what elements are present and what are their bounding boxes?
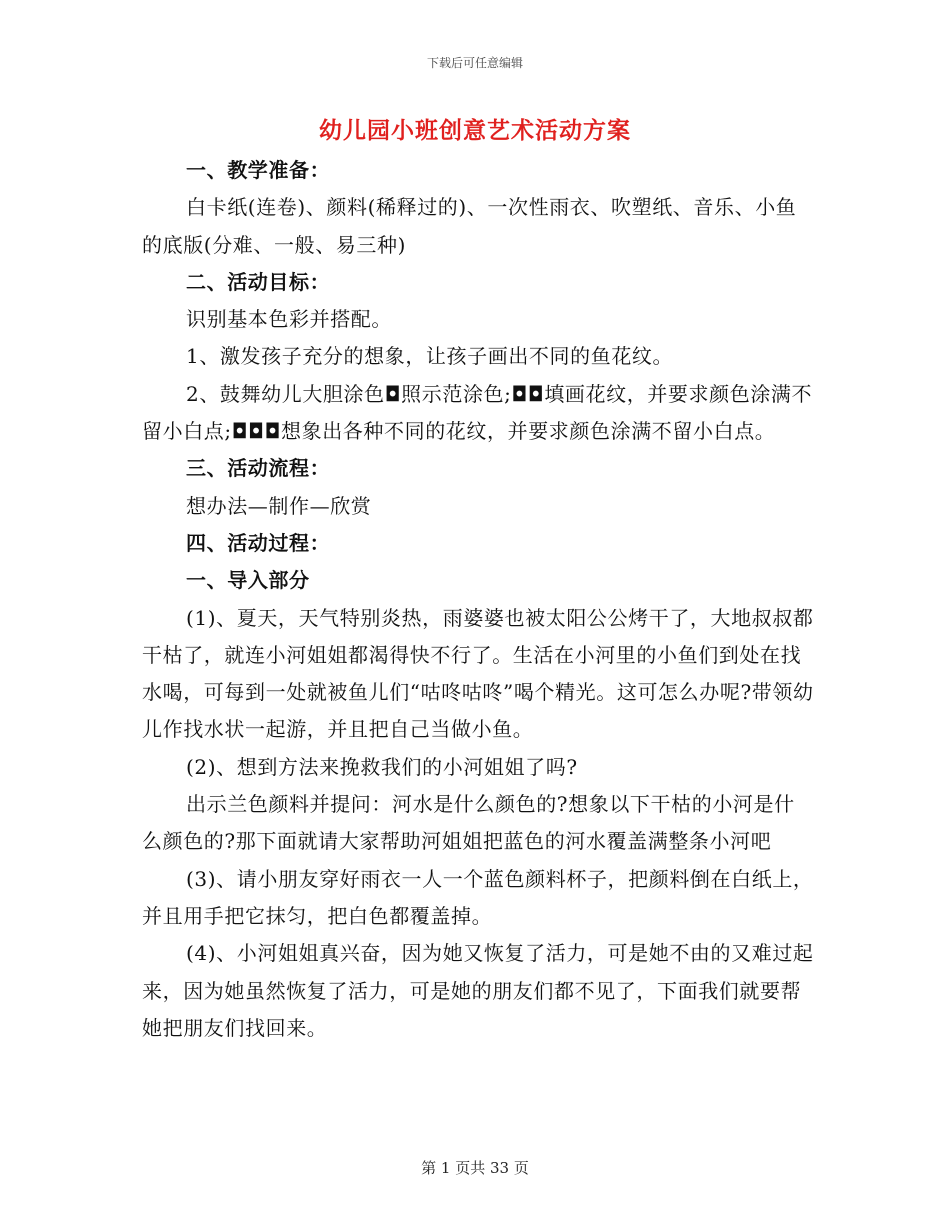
paragraph-flow: 想办法—制作—欣赏 [186,493,372,518]
paragraph-goal-colors: 识别基本色彩并搭配。 [186,307,392,332]
paragraph-step-2: (2)、想到方法来挽救我们的小河姐姐了吗? [186,754,578,779]
document-body [142,152,814,1047]
paragraph-step-3: (3)、请小朋友穿好雨衣一人一个蓝色颜料杯子，把颜料倒在白纸上，并且用手把它抹匀，把白色都覆盖掉。 [142,866,814,928]
page-number: 第 1 页共 33 页 [421,1159,529,1177]
section-heading-goals: 二、活动目标： [186,269,331,294]
document-title: 幼儿园小班创意艺术活动方案 [319,117,631,144]
paragraph-step-4: (4)、小河姐姐真兴奋，因为她又恢复了活力，可是她不由的又难过起来，因为她虽然恢复了活力，可是她的朋友们都不见了，下面我们就要帮她把朋友们找回来。 [142,941,814,1040]
section-heading-process: 四、活动过程： [186,530,331,555]
section-heading-flow: 三、活动流程： [186,456,331,481]
paragraph-goal-2: 2、鼓舞幼儿大胆涂色◘照示范涂色;◘◘填画花纹，并要求颜色涂满不留小白点;◘◘◘想象出各种不同的花纹，并要求颜色涂满不留小白点。 [142,381,813,444]
subsection-heading-intro: 一、导入部分 [186,568,310,593]
page-header-note: 下载后可任意编辑 [426,56,523,70]
paragraph-goal-1: 1、激发孩子充分的想象，让孩子画出不同的鱼花纹。 [186,344,674,369]
paragraph-step-1: (1)、夏天，天气特别炎热，雨婆婆也被太阳公公烤干了，大地叔叔都干枯了，就连小河姐姐都渴得快不行了。生活在小河里的小鱼们到处在找水喝，可每到一处就被鱼儿们“咕咚咕咚”喝个精光。这可怎么办呢?带领幼儿作找水状一起游，并且把自己当做小鱼。 [142,605,814,742]
paragraph-step-2-detail: 出示兰色颜料并提问：河水是什么颜色的?想象以下干枯的小河是什么颜色的?那下面就请大家帮助河姐姐把蓝色的河水覆盖满整条小河吧 [142,792,795,854]
paragraph-materials: 白卡纸(连卷)、颜料(稀释过的)、一次性雨衣、吹塑纸、音乐、小鱼的底版(分难、一般、易三种) [142,195,797,257]
section-heading-preparation: 一、教学准备： [186,158,331,182]
